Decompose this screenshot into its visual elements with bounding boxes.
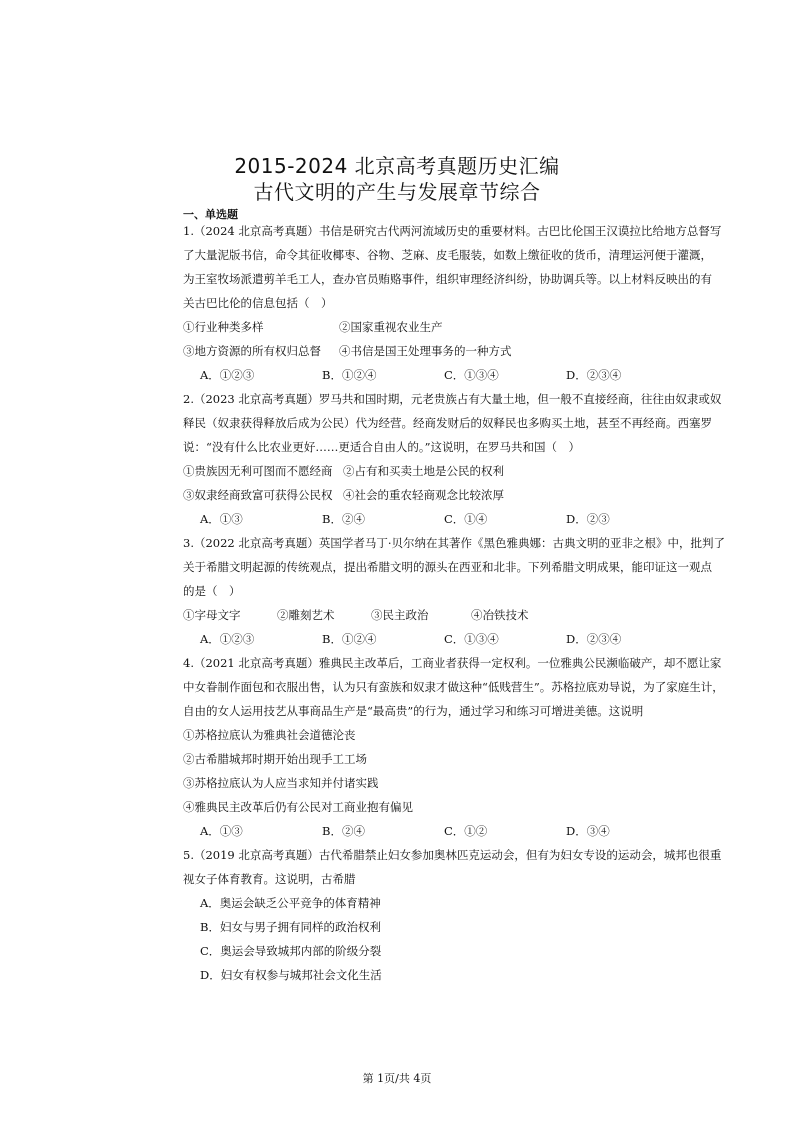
option-d[interactable]: D．②③④ — [566, 632, 622, 646]
statement: ③地方资源的所有权归总督 — [183, 344, 321, 358]
statement: ①行业种类多样 — [183, 320, 264, 334]
section-heading: 一、单选题 — [183, 208, 238, 221]
option-c[interactable]: C．奥运会导致城邦内部的阶级分裂 — [200, 944, 382, 958]
option-b[interactable]: B．②④ — [322, 824, 365, 838]
option-a[interactable]: A．奥运会缺乏公平竞争的体育精神 — [200, 896, 381, 910]
document-subtitle: 古代文明的产生与发展章节综合 — [253, 180, 541, 204]
statement: ①字母文字 — [183, 608, 241, 622]
question-text-line: 了大量泥版书信，命令其征收椰枣、谷物、芝麻、皮毛服装，如数上缴征收的货币，清理运河便于灌溉， — [183, 248, 712, 262]
option-d[interactable]: D．③④ — [566, 824, 610, 838]
statement: ②雕刻艺术 — [277, 608, 335, 622]
statement: ④社会的重农轻商观念比较浓厚 — [343, 488, 504, 502]
option-a[interactable]: A．①②③ — [200, 368, 255, 382]
option-b[interactable]: B．妇女与男子拥有同样的政治权利 — [200, 920, 381, 934]
option-a[interactable]: A．①③ — [200, 824, 243, 838]
option-b[interactable]: B．①②④ — [322, 368, 377, 382]
answer-options — [183, 363, 622, 387]
statement: ②国家重视农业生产 — [339, 320, 443, 334]
question-text-line: 的是（ ） — [183, 584, 241, 598]
statement-row — [183, 483, 611, 507]
statement: ④书信是国王处理事务的一种方式 — [339, 344, 512, 358]
option-d[interactable]: D．②③④ — [566, 368, 622, 382]
statement: ④冶铁技术 — [471, 608, 529, 622]
option-a[interactable]: A．①②③ — [200, 632, 255, 646]
question-text-line: 释民（奴隶获得释放后成为公民）代为经营。经商发财后的奴释民也多购买土地，甚至不再经商。西塞罗 — [183, 416, 712, 430]
option-d[interactable]: D．妇女有权参与城邦社会文化生活 — [200, 968, 382, 982]
question-2 — [183, 387, 722, 531]
document-title: 2015-2024 北京高考真题历史汇编 — [234, 154, 560, 178]
statement: ②古希腊城邦时期开始出现手工工场 — [183, 752, 367, 766]
option-c[interactable]: C．①③④ — [444, 632, 499, 646]
answer-options — [183, 819, 611, 843]
question-text-line: 5.（2019 北京高考真题）古代希腊禁止妇女参加奥林匹克运动会，但有为妇女专设的运动会，城邦也很重 — [183, 848, 722, 862]
answer-options — [183, 507, 611, 531]
question-text-line: 2.（2023 北京高考真题）罗马共和国时期，元老贵族占有大量土地，但一般不直接经商，往往由奴隶或奴 — [183, 392, 722, 406]
question-4 — [183, 651, 724, 843]
answer-options — [183, 627, 622, 651]
statement: ③苏格拉底认为人应当求知并付诸实践 — [183, 776, 379, 790]
question-text-line: 4.（2021 北京高考真题）雅典民主改革后，工商业者获得一定权利。一位雅典公民濒临破产，却不愿让家 — [183, 656, 722, 670]
option-c[interactable]: C．①④ — [444, 512, 488, 526]
question-3 — [183, 531, 726, 651]
statement-row — [183, 603, 611, 627]
statement-row — [183, 459, 611, 483]
question-1 — [183, 219, 722, 387]
option-c[interactable]: C．①② — [444, 824, 488, 838]
question-text-line: 中女眷制作面包和衣服出售，认为只有蛮族和奴隶才做这种“低贱营生”。苏格拉底劝导说，为了家庭生计， — [183, 680, 724, 694]
option-b[interactable]: B．②④ — [322, 512, 365, 526]
question-text-line: 视女子体育教育。这说明，古希腊 — [183, 872, 356, 886]
question-text-line: 3.（2022 北京高考真题）英国学者马丁·贝尔纳在其著作《黑色雅典娜：古典文明的亚非之根》中，批判了 — [183, 536, 726, 550]
statement-row — [183, 315, 611, 339]
statement: ③奴隶经商致富可获得公民权 — [183, 488, 333, 502]
question-5 — [183, 843, 722, 987]
statement: ②占有和买卖土地是公民的权利 — [343, 464, 504, 478]
statement: ①苏格拉底认为雅典社会道德沦丧 — [183, 728, 356, 742]
option-c[interactable]: C．①③④ — [444, 368, 499, 382]
question-text-line: 1.（2024 北京高考真题）书信是研究古代两河流域历史的重要材料。古巴比伦国王汉谟拉比给地方总督写 — [183, 224, 722, 238]
statement: ④雅典民主改革后仍有公民对工商业抱有偏见 — [183, 800, 413, 814]
option-a[interactable]: A．①③ — [200, 512, 243, 526]
question-text-line: 关于希腊文明起源的传统观点，提出希腊文明的源头在西亚和北非。下列希腊文明成果，能印证这一观点 — [183, 560, 712, 574]
question-text-line: 为王室牧场派遣剪羊毛工人，查办官员贿赂事件，组织审理经济纠纷，协助调兵等。以上材料反映出的有 — [183, 272, 712, 286]
question-list — [183, 219, 726, 987]
statement: ③民主政治 — [371, 608, 429, 622]
option-b[interactable]: B．①②④ — [322, 632, 377, 646]
option-d[interactable]: D．②③ — [566, 512, 610, 526]
question-text-line: 关古巴比伦的信息包括（ ） — [183, 296, 333, 310]
statement-row — [183, 339, 611, 363]
page-number: 第 1页/共 4页 — [362, 1072, 432, 1085]
question-text-line: 自由的女人运用技艺从事商品生产是“最高贵”的行为，通过学习和练习可增进美德。这说明 — [183, 704, 644, 718]
question-text-line: 说：“没有什么比农业更好……更适合自由人的。”这说明，在罗马共和国（ ） — [183, 440, 581, 454]
statement: ①贵族因无利可图而不愿经商 — [183, 464, 333, 478]
